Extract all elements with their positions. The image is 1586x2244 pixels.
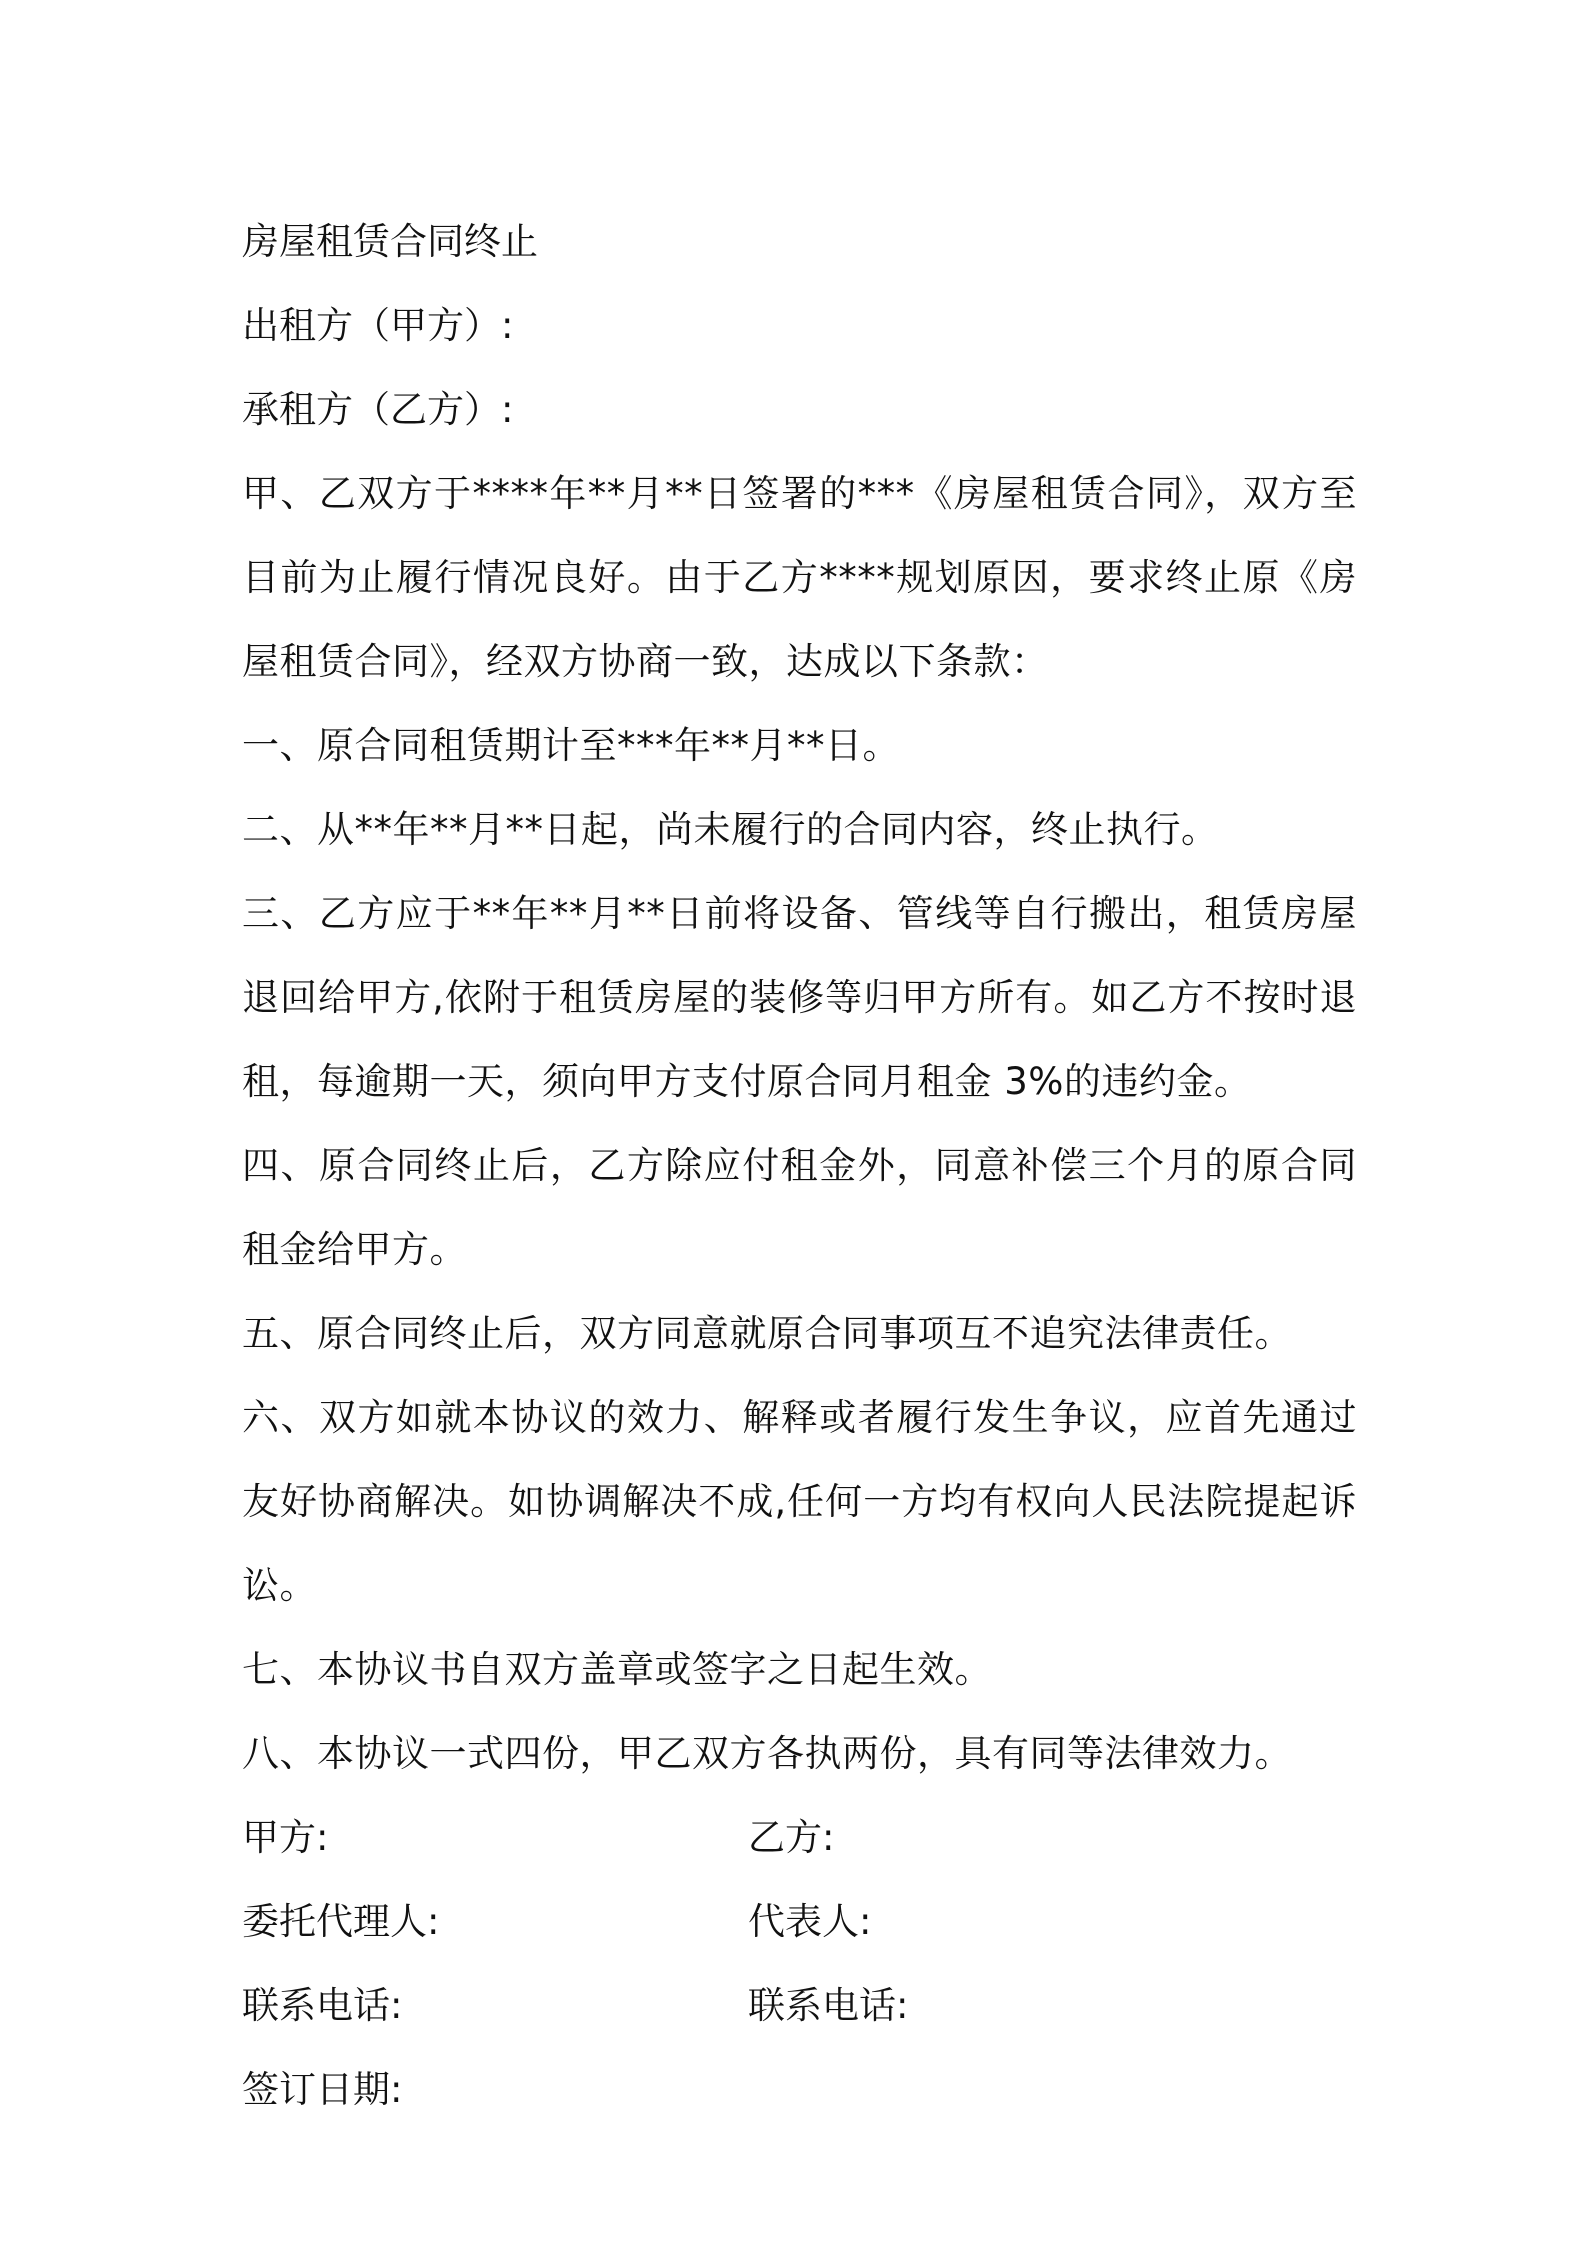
party-a-label: 甲方: xyxy=(242,1816,329,1859)
signature-row-parties xyxy=(242,1796,1357,1880)
document-title: 房屋租赁合同终止 xyxy=(242,220,538,263)
lessor-label: 出租方（甲方）: xyxy=(242,304,514,347)
signature-row-phones xyxy=(242,1964,1357,2048)
signing-date-label: 签订日期: xyxy=(242,2068,403,2111)
clause-8: 八、本协议一式四份，甲乙双方各执两份，具有同等法律效力。 xyxy=(242,1732,1292,1775)
document-page xyxy=(242,200,1357,2132)
clause-5: 五、原合同终止后，双方同意就原合同事项互不追究法律责任。 xyxy=(242,1312,1292,1355)
clause-4: 四、原合同终止后，乙方除应付租金外，同意补偿三个月的原合同租金给甲方。 xyxy=(242,1144,1357,1271)
clause-2: 二、从**年**月**日起，尚未履行的合同内容，终止执行。 xyxy=(242,808,1219,851)
clause-1: 一、原合同租赁期计至***年**月**日。 xyxy=(242,724,900,767)
clause-3: 三、乙方应于**年**月**日前将设备、管线等自行搬出，租赁房屋退回给甲方,依附于租赁房屋的装修等归甲方所有。如乙方不按时退租，每逾期一天，须向甲方支付原合同月租金 3%的违约金。 xyxy=(242,892,1357,1103)
party-b-label: 乙方: xyxy=(748,1816,835,1859)
intro-paragraph: 甲、乙双方于****年**月**日签署的***《房屋租赁合同》，双方至目前为止履行情况良好。由于乙方****规划原因，要求终止原《房屋租赁合同》，经双方协商一致，达成以下条款： xyxy=(242,472,1357,683)
agent-label: 委托代理人: xyxy=(242,1900,440,1943)
clause-6: 六、双方如就本协议的效力、解释或者履行发生争议，应首先通过友好协商解决。如协调解决不成,任何一方均有权向人民法院提起诉讼。 xyxy=(242,1396,1357,1607)
phone-a-label: 联系电话: xyxy=(242,1984,403,2027)
representative-label: 代表人: xyxy=(748,1900,872,1943)
phone-b-label: 联系电话: xyxy=(748,1984,909,2027)
lessee-label: 承租方（乙方）: xyxy=(242,388,514,431)
clause-7: 七、本协议书自双方盖章或签字之日起生效。 xyxy=(242,1648,992,1691)
signature-row-agents xyxy=(242,1880,1357,1964)
signature-row-date xyxy=(242,2048,1357,2132)
